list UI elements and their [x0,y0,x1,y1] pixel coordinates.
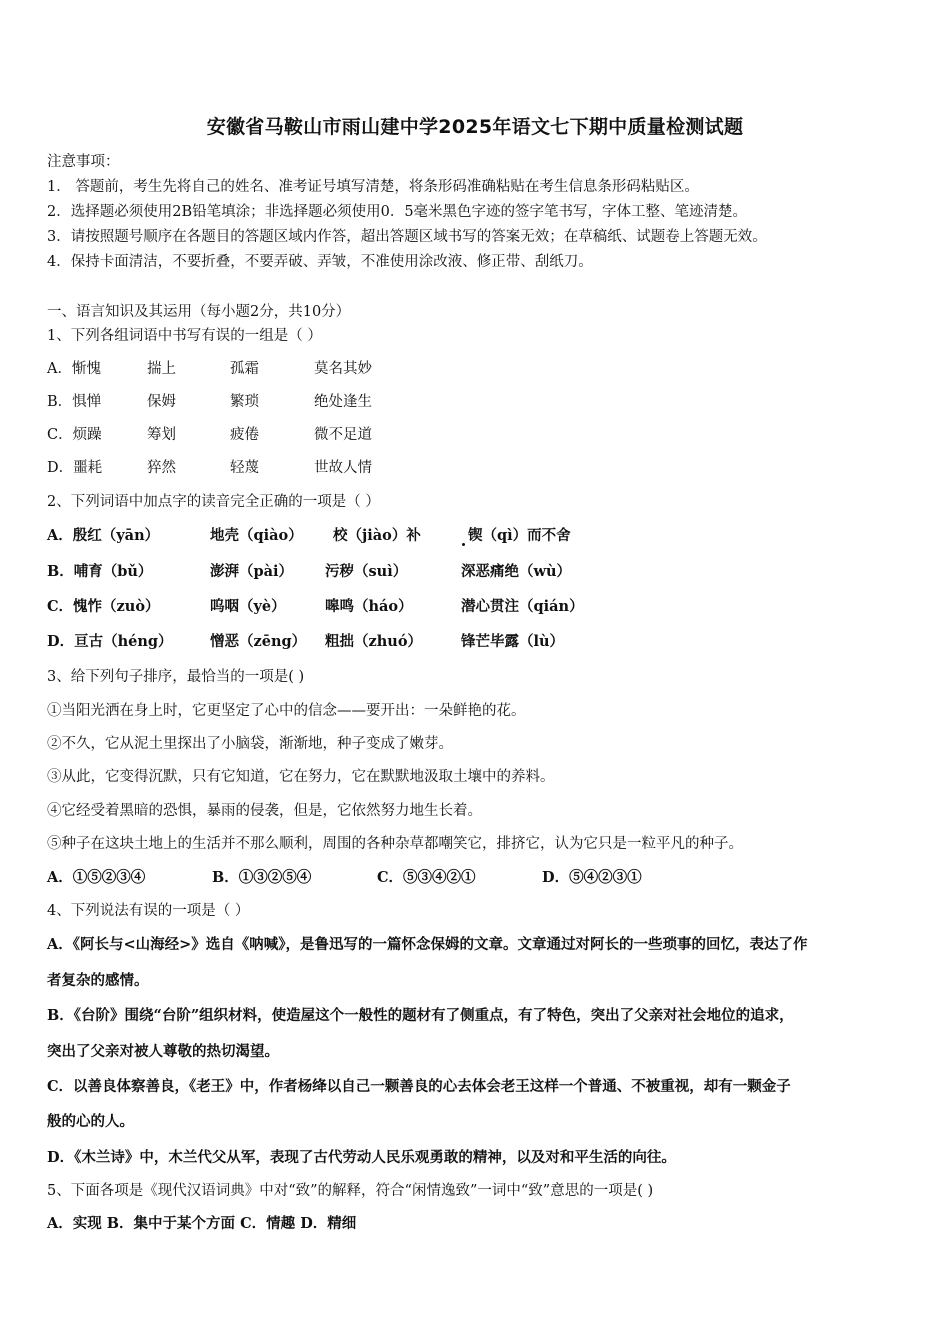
q1-word: 筹划 [147,427,176,443]
q4-option-line: D．《木兰诗》中，木兰代父从军，表现了古代劳动人民乐观勇敢的精神，以及对和平生活的向往。 [47,1149,676,1166]
q1-word: D．噩耗 [47,460,103,476]
q5-options: A．实现 B．集中于某个方面 C．情趣 D．精细 [47,1215,357,1232]
q1-word: 疲倦 [230,427,259,443]
emphasis-dot [462,543,465,546]
q2-word: 污秽（suì） [325,563,408,580]
q2-word: 校（jiào）补 [333,527,421,544]
q3-sentence: ⑤种子在这块土地上的生活并不那么顺利，周围的各种杂草都嘲笑它，排挤它，认为它只是一粒平凡的种子。 [47,836,743,852]
q2-word: 憎恶（zēng） [210,633,307,650]
q2-word: 锲（qì）而不舍 [468,526,571,546]
q3-option: A．①⑤②③④ [47,869,146,886]
q1-word: 绝处逢生 [314,394,372,410]
q1-word: 微不足道 [314,427,372,443]
q3-sentence: ④它经受着黑暗的恐惧，暴雨的侵袭，但是，它依然努力地生长着。 [47,803,482,819]
q1-word: 轻蔑 [230,460,259,476]
question-3-stem: 3、给下列句子排序，最恰当的一项是( ) [47,669,305,685]
q1-word: 世故人情 [314,460,372,476]
q3-sentence: ①当阳光洒在身上时，它更坚定了心中的信念——要开出：一朵鲜艳的花。 [47,703,526,719]
q2-word: 地壳（qiào） [210,527,303,544]
q2-word: 锋芒毕露（lù） [461,633,565,650]
notice-item: 2．选择题必须使用2B铅笔填涂；非选择题必须使用0．5毫米黑色字迹的签字笔书写，字体工整、笔迹清楚。 [47,204,748,220]
q1-word: 繁琐 [230,394,259,410]
notice-item: 1． 答题前，考生先将自己的姓名、准考证号填写清楚，将条形码准确粘贴在考生信息条形码粘贴区。 [47,179,699,195]
q1-word: 保姆 [147,394,176,410]
q4-option-line: A．《阿长与<山海经>》选自《呐喊》，是鲁迅写的一篇怀念保姆的文章。文章通过对阿长的一些琐事的回忆，表达了作 [47,936,808,953]
q2-word: C．愧怍（zuò） [47,598,160,615]
q3-option: C．⑤③④②① [377,869,476,886]
q1-word: B．惧惮 [47,394,102,410]
q4-option-line: 般的心的人。 [47,1113,134,1130]
page-title: 安徽省马鞍山市雨山建中学2025年语文七下期中质量检测试题 [206,116,744,138]
q2-word: 潜心贯注（qián） [461,598,584,615]
q2-word: 深恶痛绝（wù） [461,563,572,580]
q2-word: 呜咽（yè） [210,598,286,615]
notice-heading: 注意事项： [47,154,120,170]
q2-word: D．亘古（héng） [47,633,173,650]
q1-word: A．惭愧 [47,361,101,377]
question-4-stem: 4、下列说法有误的一项是（ ） [47,903,250,919]
q3-option: B．①③②⑤④ [212,869,312,886]
q3-option: D．⑤④②③① [542,869,642,886]
q1-word: 莫名其妙 [314,361,372,377]
q1-word: 揣上 [147,361,176,377]
q1-word: C．烦躁 [47,427,102,443]
question-2-stem: 2、下列词语中加点字的读音完全正确的一项是（ ） [47,494,380,510]
q4-option-line: C．以善良体察善良，《老王》中，作者杨绛以自己一颗善良的心去体会老王这样一个普通、不被重视，却有一颗金子 [47,1078,791,1095]
q4-option-line: B．《台阶》围绕“台阶”组织材料，使造屋这个一般性的题材有了侧重点，有了特色，突出了父亲对社会地位的追求， [47,1007,794,1024]
q3-sentence: ②不久，它从泥土里探出了小脑袋，渐渐地，种子变成了嫩芽。 [47,736,453,752]
q1-word: 猝然 [147,460,176,476]
q4-option-line: 者复杂的感情。 [47,972,149,989]
q2-word: A．殷红（yān） [47,527,160,544]
q2-word: 粗拙（zhuó） [325,633,422,650]
q2-word: B．哺育（bǔ） [47,563,153,580]
q3-sentence: ③从此，它变得沉默，只有它知道，它在努力，它在默默地汲取土壤中的养料。 [47,769,555,785]
question-5-stem: 5、下面各项是《现代汉语词典》中对“致”的解释，符合“闲情逸致”一词中“致”意思的一项是( ) [47,1183,654,1199]
q2-word: 澎湃（pài） [210,563,294,580]
section-heading: 一、语言知识及其运用（每小题2分，共10分） [47,304,351,320]
notice-item: 4．保持卡面清洁，不要折叠，不要弄破、弄皱，不准使用涂改液、修正带、刮纸刀。 [47,254,593,270]
notice-item: 3．请按照题号顺序在各题目的答题区域内作答，超出答题区域书写的答案无效；在草稿纸、试题卷上答题无效。 [47,229,767,245]
question-1-stem: 1、下列各组词语中书写有误的一组是（ ） [47,328,322,344]
q4-option-line: 突出了父亲对被人尊敬的热切渴望。 [47,1043,279,1060]
q2-word: 嗥鸣（háo） [325,598,413,615]
q1-word: 孤霜 [230,361,259,377]
